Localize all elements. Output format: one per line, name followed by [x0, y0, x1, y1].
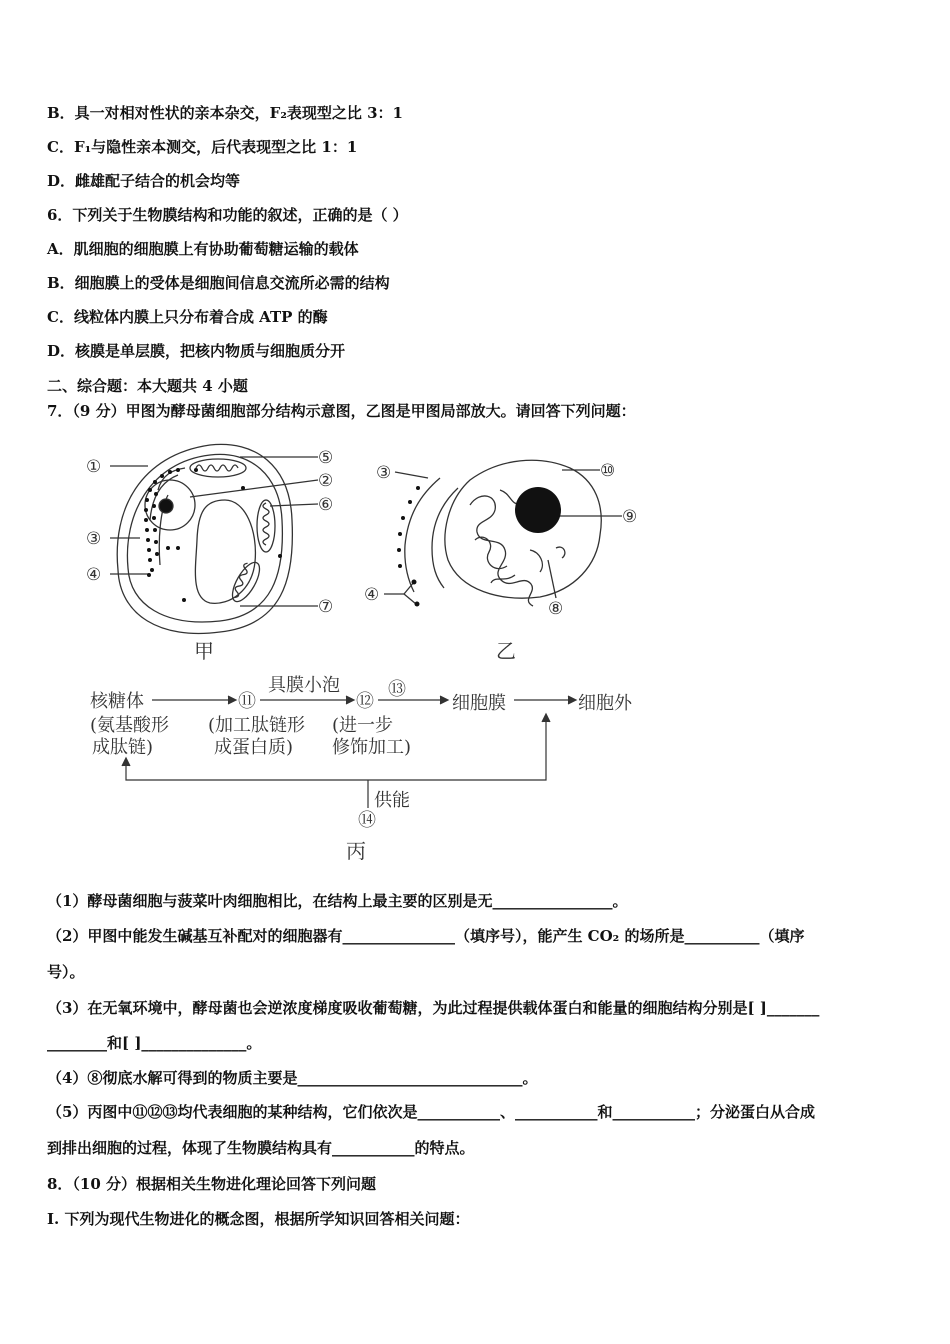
- cell-membrane: [127, 454, 282, 622]
- flow-ribosome-note-2: 成肽链): [92, 737, 154, 758]
- option-a-q6: A．肌细胞的细胞膜上有协助葡萄糖运输的载体: [47, 240, 359, 258]
- flow-11-note-2: 成蛋白质): [214, 737, 294, 758]
- flow-energy-supply: 供能: [374, 790, 410, 811]
- option-d-q5: D．雌雄配子结合的机会均等: [47, 172, 241, 190]
- question-7-stem: 7．（9 分）甲图为酵母菌细胞部分结构示意图，乙图是甲图局部放大。请回答下列问题：: [47, 402, 636, 420]
- q7-subquestion-5-line-1: （5）丙图中⑪⑫⑬均代表细胞的某种结构，它们依次是___________、___________和___________；分泌蛋白从合成: [47, 1103, 815, 1121]
- label-4-yi: ④: [364, 585, 380, 605]
- option-b-q6: B．细胞膜上的受体是细胞间信息交流所必需的结构: [47, 274, 390, 292]
- label-8-yi: ⑧: [548, 599, 564, 619]
- flow-label-11: ⑪: [238, 691, 256, 712]
- section-heading: 二、综合题：本大题共 4 小题: [47, 377, 248, 395]
- mitochondrion-right: [257, 500, 275, 552]
- label-3-jia: ③: [86, 529, 102, 549]
- q7-subquestion-5-line-2: 到排出细胞的过程，体现了生物膜结构具有___________的特点。: [47, 1139, 475, 1157]
- nucleolus: [159, 499, 173, 513]
- label-4-jia: ④: [86, 565, 102, 585]
- q7-subquestion-2-line-1: （2）甲图中能发生碱基互补配对的细胞器有_______________（填序号），能产生 CO₂ 的场所是__________（填序: [47, 927, 805, 945]
- label-9-yi: ⑨: [622, 507, 638, 527]
- flow-11-note-1: (加工肽链形: [208, 715, 306, 736]
- label-10-yi: ⑩: [600, 461, 616, 481]
- q7-subquestion-1: （1）酵母菌细胞与菠菜叶肉细胞相比，在结构上最主要的区别是无________________。: [47, 892, 628, 910]
- caption-jia: 甲: [194, 639, 214, 663]
- mitochondrion-bottom: [227, 558, 265, 605]
- flow-vesicle: 具膜小泡: [268, 675, 340, 696]
- label-5-jia: ⑤: [318, 448, 334, 468]
- nuclear-envelope: [445, 460, 601, 598]
- label-2-jia: ②: [318, 471, 334, 491]
- flow-label-14: ⑭: [358, 810, 376, 831]
- flow-ribosome-note-1: (氨基酸形: [90, 715, 170, 736]
- option-c-q6: C．线粒体内膜上只分布着合成 ATP 的酶: [47, 308, 328, 326]
- question-8-part-1: I. 下列为现代生物进化的概念图，根据所学知识回答相关问题：: [47, 1210, 470, 1228]
- label-7-jia: ⑦: [318, 597, 334, 617]
- label-1-jia: ①: [86, 457, 102, 477]
- cell-diagram-jia: [110, 444, 318, 633]
- q7-subquestion-2-line-2: 号）。: [47, 963, 85, 981]
- q7-subquestion-4: （4）⑧彻底水解可得到的物质主要是______________________________。: [47, 1069, 538, 1087]
- flow-cell-membrane: 细胞膜: [452, 693, 506, 714]
- label-6-jia: ⑥: [318, 495, 334, 515]
- question-6-stem: 6．下列关于生物膜结构和功能的叙述，正确的是（ ）: [47, 206, 408, 224]
- caption-yi: 乙: [496, 639, 516, 663]
- nucleolus-yi: [515, 487, 561, 533]
- flow-label-13: ⑬: [388, 679, 406, 700]
- option-c-q5: C．F₁与隐性亲本测交，后代表现型之比 1：1: [47, 138, 358, 156]
- vacuole: [195, 500, 255, 603]
- caption-bing: 丙: [346, 839, 366, 863]
- option-d-q6: D．核膜是单层膜，把核内物质与细胞质分开: [47, 342, 346, 360]
- option-b-q5: B．具一对相对性状的亲本杂交，F₂表现型之比 3：1: [47, 104, 403, 122]
- q7-subquestion-3-line-2: ________和[ ]______________。: [47, 1034, 262, 1052]
- nucleus-diagram-yi: [384, 460, 622, 606]
- flow-outside-cell: 细胞外: [578, 693, 632, 714]
- flow-label-12: ⑫: [356, 691, 374, 712]
- flow-12-note-1: (进一步: [332, 715, 394, 736]
- q7-subquestion-3-line-1: （3）在无氧环境中，酵母菌也会逆浓度梯度吸收葡萄糖，为此过程提供载体蛋白和能量的细胞结构分别是[ ]_______: [47, 999, 820, 1017]
- flow-ribosome: 核糖体: [90, 691, 144, 712]
- flow-12-note-2: 修饰加工): [332, 737, 412, 758]
- question-8-stem: 8．（10 分）根据相关生物进化理论回答下列问题: [47, 1175, 377, 1193]
- label-3-yi: ③: [376, 463, 392, 483]
